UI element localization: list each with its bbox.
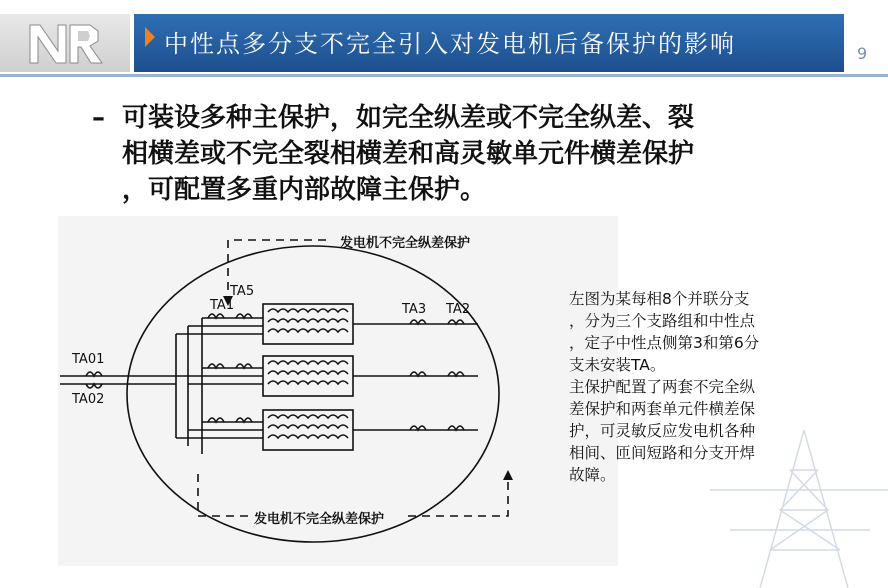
bottom-protection-label: 发电机不完全纵差保护 (254, 512, 385, 527)
bullet-dash: – (92, 103, 105, 133)
bullet-line: ，可配置多重内部故障主保护。 (122, 175, 487, 205)
ct-label-ta02: TA02 (72, 392, 105, 407)
winding-group-2 (263, 356, 353, 396)
description-line: ，分为三个支路组和中性点 (569, 312, 756, 330)
top-protection-label: 发电机不完全纵差保护 (340, 236, 471, 251)
bullet-line: 可装设多种主保护，如完全纵差或不完全纵差、裂 (122, 103, 695, 133)
ct-label-ta3: TA3 (402, 302, 427, 317)
arrow-icon (503, 470, 513, 480)
ct-label-ta2: TA2 (446, 302, 471, 317)
generator-wiring-diagram (58, 216, 618, 566)
slide-header (0, 0, 888, 76)
description-line: ，定子中性点侧第3和第6分 (569, 334, 760, 352)
description-line: 左图为某每相8个并联分支 (569, 290, 750, 308)
description-line: 护，可灵敏反应发电机各种 (569, 422, 756, 440)
description-line: 故障。 (569, 466, 616, 484)
ct-label-ta5: TA5 (230, 284, 255, 299)
description-line: 主保护配置了两套不完全纵 (569, 378, 756, 396)
title-bullet-icon (145, 27, 155, 47)
winding-group-3 (263, 410, 353, 450)
slide-title: 中性点多分支不完全引入对发电机后备保护的影响 (164, 30, 736, 58)
description-line: 支未安装TA。 (569, 356, 666, 374)
nr-logo (28, 23, 106, 65)
generator-outline (127, 246, 499, 542)
page-number: 9 (857, 44, 868, 63)
bullet-line: 相横差或不完全裂相横差和高灵敏单元件横差保护 (122, 139, 695, 169)
ct-label-ta1: TA1 (210, 298, 235, 313)
header-divider (0, 74, 888, 77)
description-line: 相间、匝间短路和分支开焊 (569, 444, 756, 462)
description-line: 差保护和两套单元件横差保 (569, 400, 756, 418)
winding-group-1 (263, 304, 353, 344)
transmission-tower-watermark (700, 430, 888, 588)
ct-label-ta01: TA01 (72, 352, 105, 367)
